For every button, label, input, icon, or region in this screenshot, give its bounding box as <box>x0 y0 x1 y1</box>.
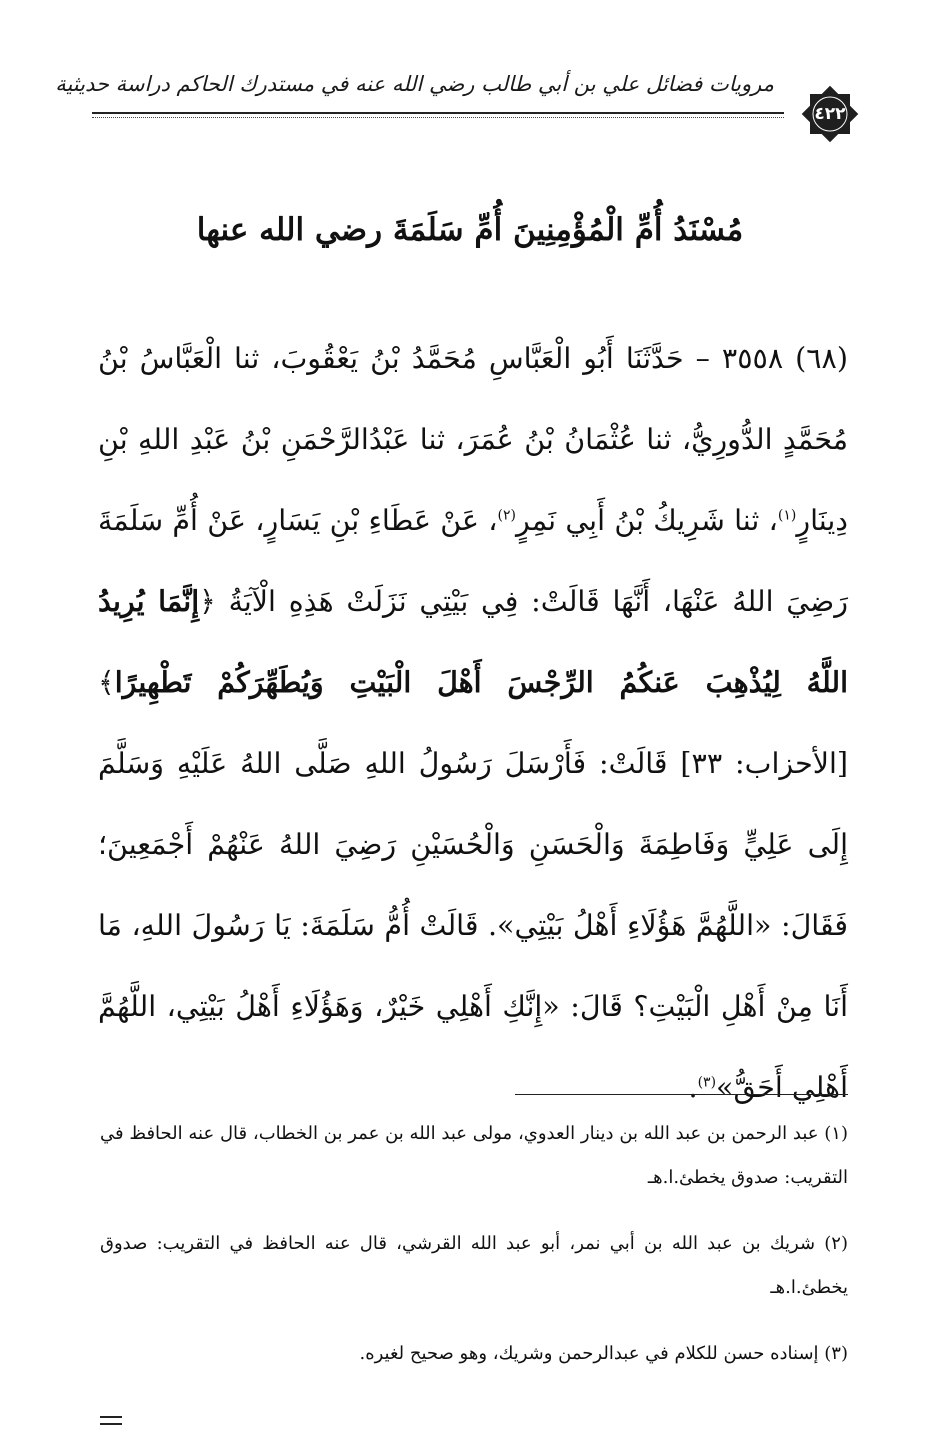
hadith-number: (٦٨) ٣٥٥٨ <box>721 342 848 375</box>
running-header <box>55 68 862 128</box>
footnote-3: (٣) إسناده حسن للكلام في عبدالرحمن وشريك، وهو صحيح لغيره. <box>359 1343 848 1364</box>
hadith-text-part-1: – حَدَّثَنَا أَبُو الْعَبَّاسِ مُحَمَّدُ بْنُ يَعْقُوبَ، ثنا الْعَبَّاسُ بْنُ مُحَمَّدٍ الدُّورِيُّ، ثنا عُثْمَانُ بْنُ عُمَرَ، ثنا عَبْدُالرَّحْمَنِ بْنُ عَبْدِ اللهِ بْنِ دِينَارٍ <box>98 342 848 537</box>
hadith-text-part-2: ، ثنا شَرِيكُ بْنُ أَبِي نَمِرٍ <box>515 504 778 537</box>
page-number: ٤٢٢ <box>814 104 846 124</box>
header-rule <box>92 112 784 114</box>
quran-verse: إِنَّمَا يُرِيدُ اللَّهُ لِيُذْهِبَ عَنكُمُ الرِّجْسَ أَهْلَ الْبَيْتِ وَيُطَهِّرَكُمْ تَطْهِيرًا <box>98 584 848 699</box>
footnotes <box>100 1112 848 1376</box>
page-number-badge <box>798 82 862 146</box>
footnote-1: (١) عبد الرحمن بن عبد الله بن دينار العدوي، مولى عبد الله بن عمر بن الخطاب، قال عنه الحافظ في التقريب: صدوق يخطئ.ا.هـ <box>100 1123 848 1188</box>
hadith-text-part-3: ، عَنْ عَطَاءِ بْنِ يَسَارٍ، عَنْ أُمِّ سَلَمَةَ رَضِيَ اللهُ عَنْهَا، أَنَّهَا قَالَتْ: فِي بَيْتِي نَزَلَتْ هَذِهِ الْآيَةُ ﴿ <box>98 504 848 618</box>
running-header-title: مرويات فضائل علي بن أبي طالب رضي الله عنه في مستدرك الحاكم دراسة حديثية <box>55 72 774 96</box>
page-end-mark-line-1 <box>100 1416 122 1418</box>
page-end-mark <box>100 1416 122 1426</box>
footnote-separator <box>515 1094 848 1095</box>
hadith-text-part-4: ﴾ [الأحزاب: ٣٣] قَالَتْ: فَأَرْسَلَ رَسُولُ اللهِ صَلَّى اللهُ عَلَيْهِ وَسَلَّمَ إِلَى عَلِيٍّ وَفَاطِمَةَ وَالْحَسَنِ وَالْحُسَيْنِ رَضِيَ اللهُ عَنْهُمْ أَجْمَعِينَ؛ فَقَالَ: «اللَّهُمَّ هَؤُلَاءِ أَهْلُ بَيْتِي». قَالَتْ أُمُّ سَلَمَةَ: يَا رَسُولَ اللهِ، مَا أَنَا مِنْ أَهْلِ الْبَيْتِ؟ قَالَ: «إِنَّكِ أَهْلِي خَيْرٌ، وَهَؤُلَاءِ أَهْلُ بَيْتِي، اللَّهُمَّ أَهْلِي أَحَقُّ» <box>98 666 848 1104</box>
hadith-text <box>98 318 848 1128</box>
footnote-ref-1[interactable]: (١) <box>777 507 797 524</box>
footnote-ref-3[interactable]: (٣) <box>697 1074 717 1091</box>
hadith-text-part-5: . <box>688 1071 698 1104</box>
footnote-2: (٢) شريك بن عبد الله بن أبي نمر، أبو عبد الله القرشي، قال عنه الحافظ في التقريب: صدوق يخطئ.ا.هـ <box>100 1233 848 1298</box>
header-dotted-rule <box>92 117 784 118</box>
page-end-mark-line-2 <box>100 1423 122 1425</box>
section-title: مُسْنَدُ أُمِّ الْمُؤْمِنِينَ أُمِّ سَلَمَةَ رضي الله عنها <box>196 212 744 248</box>
footnote-ref-2[interactable]: (٢) <box>497 507 516 524</box>
